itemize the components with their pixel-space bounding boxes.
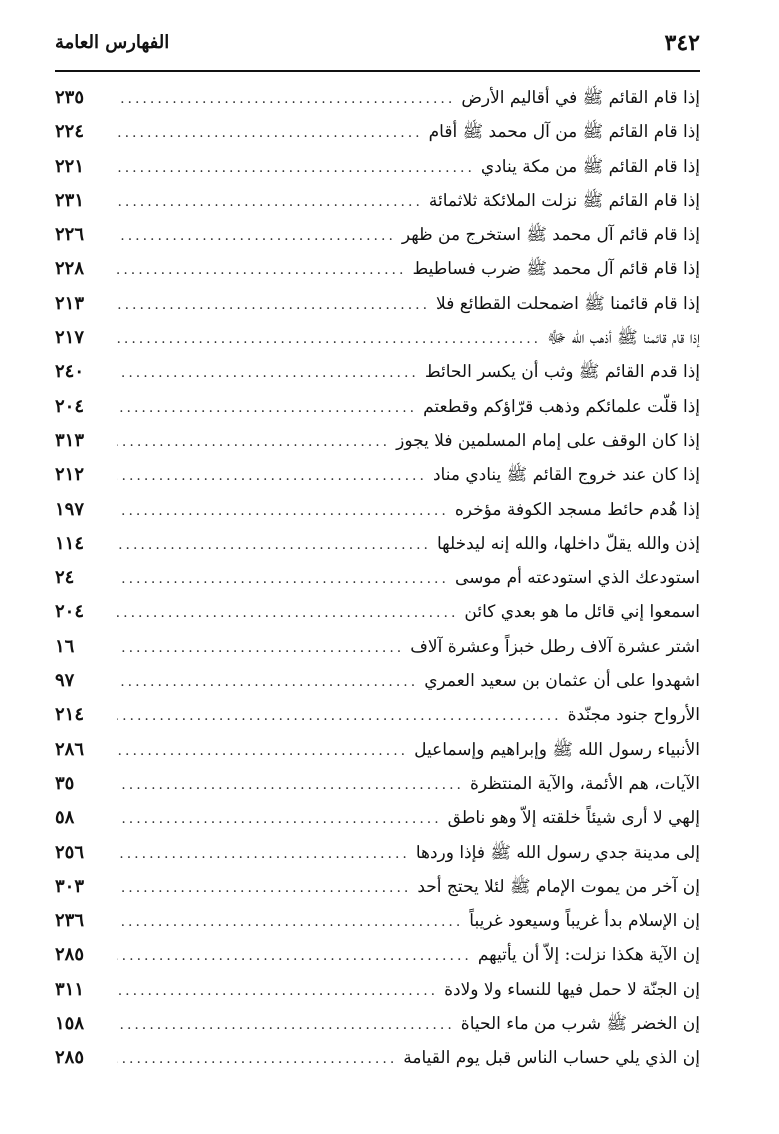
dot-leader: [117, 640, 404, 656]
index-entry: [55, 842, 700, 876]
entry-text: اسمعوا إني قائل ما هو بعدي كائن: [464, 602, 700, 623]
entry-text: إن الذي يلي حساب الناس قبل يوم القيامة: [403, 1048, 700, 1069]
entry-page-number: ٢٤٠: [55, 361, 85, 383]
entry-text: إذا قدم القائم ﷺ وثب أن يكسر الحائط: [424, 362, 700, 383]
entry-text: اشهدوا على أن عثمان بن سعيد العمري: [424, 671, 700, 692]
entry-page-number: ١٩٧: [55, 498, 85, 520]
index-entry: [55, 464, 700, 498]
dot-leader: [117, 983, 438, 999]
index-entry: [55, 396, 700, 430]
dot-leader: [117, 91, 455, 107]
dot-leader: [117, 400, 417, 416]
entry-page-number: ١٦: [55, 635, 75, 657]
dot-leader: [117, 503, 449, 519]
index-entry: [55, 430, 700, 464]
dot-leader: [117, 160, 475, 176]
entry-text: إن الإسلام بدأ غريباً وسيعود غريباً: [469, 911, 700, 932]
header-divider: [55, 70, 700, 72]
dot-leader: [117, 846, 410, 862]
entry-text: إلهي لا أرى شيئاً خلقته إلاّ وهو ناطق: [447, 808, 700, 829]
index-entry: [55, 807, 700, 841]
entry-text: إذا قام القائم ﷺ نزلت الملائكة ثلاثمائة: [428, 190, 700, 211]
entry-page-number: ٢١٢: [55, 464, 85, 486]
entry-page-number: ٣٠٣: [55, 875, 85, 897]
dot-leader: [117, 708, 562, 724]
entry-text: استودعك الذي استودعته أم موسى: [454, 568, 700, 589]
dot-leader: [117, 468, 427, 484]
dot-leader: [117, 365, 419, 381]
entry-page-number: ٢٨٥: [55, 944, 85, 966]
index-entry: [55, 979, 700, 1013]
index-entry: [55, 739, 700, 773]
dot-leader: [117, 537, 431, 553]
entry-text: إلى مدينة جدي رسول الله ﷺ فإذا وردها: [415, 842, 700, 863]
page-number: ٣٤٢: [664, 30, 700, 56]
dot-leader: [117, 228, 396, 244]
dot-leader: [117, 880, 411, 896]
entry-page-number: ٥٨: [55, 807, 75, 829]
entry-page-number: ٢٢١: [55, 155, 85, 177]
entry-page-number: ٣١١: [55, 978, 85, 1000]
index-entry: [55, 670, 700, 704]
entry-text: الأنبياء رسول الله ﷺ وإبراهيم وإسماعيل: [414, 739, 700, 760]
entry-page-number: ٢٢٦: [55, 224, 85, 246]
entry-page-number: ٣١٣: [55, 429, 85, 451]
entry-page-number: ٢١٧: [55, 327, 85, 349]
entry-page-number: ٢١٤: [55, 704, 85, 726]
entry-page-number: ٢٥٦: [55, 841, 85, 863]
index-entry: [55, 121, 700, 155]
entry-text: إذا قام القائم ﷺ من آل محمد ﷺ أقام: [428, 122, 700, 143]
index-entry: [55, 327, 700, 361]
entry-text: إذا قام قائمنا ﷺ أذهب الله ﷻ: [547, 328, 700, 349]
dot-leader: [117, 743, 408, 759]
dot-leader: [117, 331, 541, 347]
entry-page-number: ٢٢٨: [55, 258, 85, 280]
dot-leader: [117, 948, 472, 964]
index-entry: [55, 910, 700, 944]
entry-text: إذا قام قائم آل محمد ﷺ ضرب فساطيط: [412, 259, 700, 280]
entry-text: إذن والله يقلّ داخلها، والله إنه ليدخلها: [436, 533, 700, 554]
index-entry: [55, 224, 700, 258]
index-entry: [55, 601, 700, 635]
dot-leader: [117, 1051, 397, 1067]
entry-text: اشتر عشرة آلاف رطل خبزاً وعشرة آلاف: [410, 636, 700, 657]
entry-text: إن الآية هكذا نزلت: إلاّ أن يأتيهم: [477, 945, 700, 966]
dot-leader: [117, 297, 430, 313]
entry-text: إن الجنّة لا حمل فيها للنساء ولا ولادة: [444, 979, 700, 1000]
index-entry: [55, 773, 700, 807]
index-entry: [55, 293, 700, 327]
index-entry: [55, 156, 700, 190]
entry-text: إذا قلّت علمائكم وذهب قرّاؤكم وقطعتم: [423, 396, 700, 417]
entry-text: إذا قام قائمنا ﷺ اضمحلت القطائع فلا: [436, 293, 700, 314]
entry-page-number: ٢٣١: [55, 189, 85, 211]
entry-page-number: ٩٧: [55, 670, 75, 692]
dot-leader: [117, 194, 423, 210]
dot-leader: [117, 125, 423, 141]
index-entry: [55, 636, 700, 670]
entry-page-number: ٢٤: [55, 567, 75, 589]
entry-page-number: ٢٠٤: [55, 395, 85, 417]
entry-page-number: ٢٠٤: [55, 601, 85, 623]
dot-leader: [117, 914, 463, 930]
entry-page-number: ٢٨٦: [55, 738, 85, 760]
entry-text: إن آخر من يموت الإمام ﷺ لئلا يحتج أحد: [417, 876, 700, 897]
entry-text: الآيات، هم الأئمة، والآية المنتظرة: [470, 773, 700, 794]
entry-text: إذا كان الوقف على إمام المسلمين فلا يجوز: [396, 430, 700, 451]
index-entry: [55, 533, 700, 567]
entry-text: إذا كان عند خروج القائم ﷺ ينادي مناد: [432, 465, 700, 486]
dot-leader: [117, 777, 464, 793]
entry-page-number: ١١٤: [55, 532, 85, 554]
page-header: [55, 30, 700, 62]
index-entry: [55, 1047, 700, 1081]
index-entry: [55, 1013, 700, 1047]
dot-leader: [117, 605, 458, 621]
index-entry: [55, 258, 700, 292]
entry-page-number: ٢١٣: [55, 292, 85, 314]
entry-text: إذا هُدم حائط مسجد الكوفة مؤخره: [454, 499, 700, 520]
running-title: الفهارس العامة: [55, 32, 170, 53]
index-entry: [55, 567, 700, 601]
index-entry: [55, 87, 700, 121]
entry-text: إذا قام قائم آل محمد ﷺ استخرج من ظهر: [401, 225, 700, 246]
index-entry: [55, 499, 700, 533]
index-entry: [55, 876, 700, 910]
index-entry: [55, 944, 700, 978]
entry-page-number: ٢٣٦: [55, 910, 85, 932]
dot-leader: [117, 1017, 455, 1033]
entry-page-number: ٢٨٥: [55, 1047, 85, 1069]
entry-page-number: ٣٥: [55, 772, 75, 794]
entry-text: الأرواح جنود مجنّدة: [567, 705, 700, 726]
index-list: [55, 87, 700, 1082]
dot-leader: [117, 571, 449, 587]
index-entry: [55, 190, 700, 224]
entry-page-number: ٢٢٤: [55, 121, 85, 143]
entry-text: إذا قام القائم ﷺ في أقاليم الأرض: [461, 88, 700, 108]
dot-leader: [117, 434, 390, 450]
dot-leader: [117, 262, 406, 278]
dot-leader: [117, 674, 418, 690]
index-entry: [55, 704, 700, 738]
entry-text: إذا قام القائم ﷺ من مكة ينادي: [480, 156, 700, 177]
entry-page-number: ١٥٨: [55, 1013, 85, 1035]
dot-leader: [117, 811, 442, 827]
entry-page-number: ٢٣٥: [55, 87, 85, 108]
entry-text: إن الخضر ﷺ شرب من ماء الحياة: [460, 1014, 700, 1035]
index-entry: [55, 361, 700, 395]
